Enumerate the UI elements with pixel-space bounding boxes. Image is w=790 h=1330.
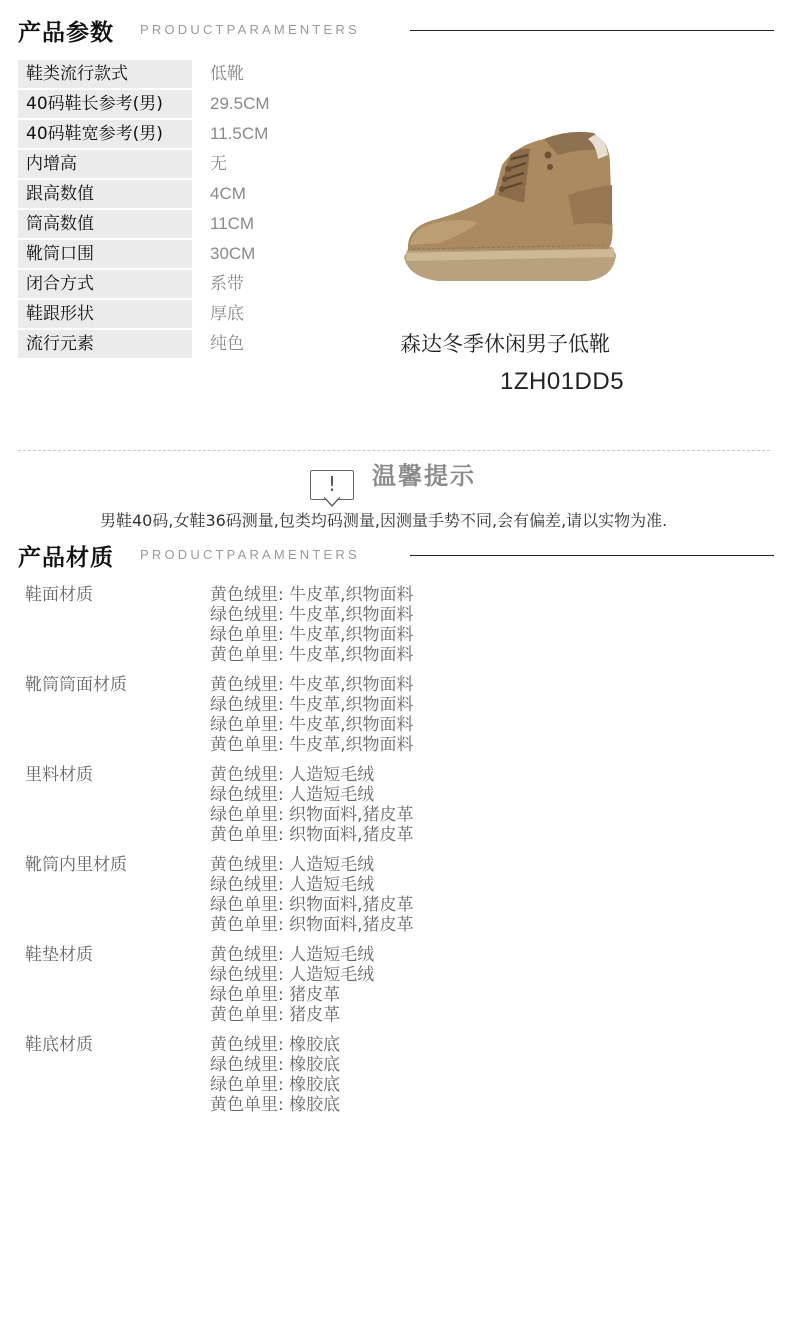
param-value: 11.5CM: [210, 124, 269, 143]
param-label: 流行元素: [18, 330, 192, 358]
param-row: [18, 330, 418, 358]
param-value: 29.5CM: [210, 94, 270, 113]
param-value: 纯色: [210, 334, 244, 353]
param-value: 系带: [210, 274, 244, 293]
param-row: [18, 300, 418, 328]
param-row: [18, 120, 418, 148]
param-value: 4CM: [210, 184, 246, 203]
param-value: 11CM: [210, 214, 255, 233]
material-value: 黄色单里: 橡胶底: [210, 1095, 341, 1115]
material-value: 绿色单里: 猪皮革: [210, 985, 341, 1005]
params-section-title: 产品参数: [18, 20, 114, 46]
materials-section-subtitle: PRODUCTPARAMENTERS: [140, 547, 360, 562]
param-label: 筒高数值: [18, 210, 192, 238]
params-section-subtitle: PRODUCTPARAMENTERS: [140, 22, 360, 37]
material-value: 绿色单里: 织物面料,猪皮革: [210, 805, 414, 825]
param-value: 低靴: [210, 64, 244, 83]
notice-title: 温馨提示: [372, 462, 476, 490]
material-label: 鞋垫材质: [25, 945, 93, 965]
boot-image: [398, 125, 628, 295]
material-value: 黄色单里: 织物面料,猪皮革: [210, 825, 414, 845]
param-row: [18, 90, 418, 118]
param-value: 厚底: [210, 304, 244, 323]
section-divider-line: [410, 555, 774, 556]
material-value: 绿色单里: 牛皮革,织物面料: [210, 715, 414, 735]
material-value: 黄色绒里: 人造短毛绒: [210, 765, 375, 785]
material-label: 鞋底材质: [25, 1035, 93, 1055]
material-value: 绿色绒里: 人造短毛绒: [210, 875, 375, 895]
params-section-header: [0, 6, 790, 46]
material-value: 黄色单里: 织物面料,猪皮革: [210, 915, 414, 935]
param-row: [18, 210, 418, 238]
param-value: 无: [210, 154, 227, 173]
product-code: 1ZH01DD5: [500, 368, 625, 395]
material-value: 绿色绒里: 牛皮革,织物面料: [210, 695, 414, 715]
material-value: 绿色绒里: 人造短毛绒: [210, 785, 375, 805]
param-label: 40码鞋宽参考(男): [18, 120, 192, 148]
param-row: [18, 180, 418, 208]
param-row: [18, 150, 418, 178]
param-row: [18, 60, 418, 88]
product-name: 森达冬季休闲男子低靴: [400, 332, 610, 356]
alert-icon: !: [310, 470, 354, 500]
material-value: 黄色单里: 猪皮革: [210, 1005, 341, 1025]
material-label: 里料材质: [25, 765, 93, 785]
param-label: 鞋类流行款式: [18, 60, 192, 88]
param-label: 鞋跟形状: [18, 300, 192, 328]
material-value: 黄色绒里: 牛皮革,织物面料: [210, 585, 414, 605]
material-value: 绿色绒里: 人造短毛绒: [210, 965, 375, 985]
dashed-divider: [18, 450, 770, 451]
section-divider-line: [410, 30, 774, 31]
materials-section-title: 产品材质: [18, 545, 114, 571]
material-value: 黄色单里: 牛皮革,织物面料: [210, 735, 414, 755]
material-label: 鞋面材质: [25, 585, 93, 605]
material-label: 靴筒筒面材质: [25, 675, 127, 695]
material-value: 黄色单里: 牛皮革,织物面料: [210, 645, 414, 665]
param-label: 跟高数值: [18, 180, 192, 208]
material-value: 黄色绒里: 人造短毛绒: [210, 945, 375, 965]
param-label: 闭合方式: [18, 270, 192, 298]
param-value: 30CM: [210, 244, 256, 263]
material-value: 黄色绒里: 牛皮革,织物面料: [210, 675, 414, 695]
material-value: 黄色绒里: 橡胶底: [210, 1035, 341, 1055]
param-label: 内增高: [18, 150, 192, 178]
material-value: 绿色绒里: 牛皮革,织物面料: [210, 605, 414, 625]
param-row: [18, 270, 418, 298]
material-value: 黄色绒里: 人造短毛绒: [210, 855, 375, 875]
material-value: 绿色绒里: 橡胶底: [210, 1055, 341, 1075]
materials-section-header: [0, 531, 790, 571]
param-label: 靴筒口围: [18, 240, 192, 268]
material-value: 绿色单里: 橡胶底: [210, 1075, 341, 1095]
notice-text: 男鞋40码,女鞋36码测量,包类均码测量,因测量手势不同,会有偏差,请以实物为准.: [100, 511, 668, 530]
material-label: 靴筒内里材质: [25, 855, 127, 875]
param-row: [18, 240, 418, 268]
param-label: 40码鞋长参考(男): [18, 90, 192, 118]
material-value: 绿色单里: 牛皮革,织物面料: [210, 625, 414, 645]
alert-bubble-tail-icon: [324, 497, 340, 507]
material-value: 绿色单里: 织物面料,猪皮革: [210, 895, 414, 915]
